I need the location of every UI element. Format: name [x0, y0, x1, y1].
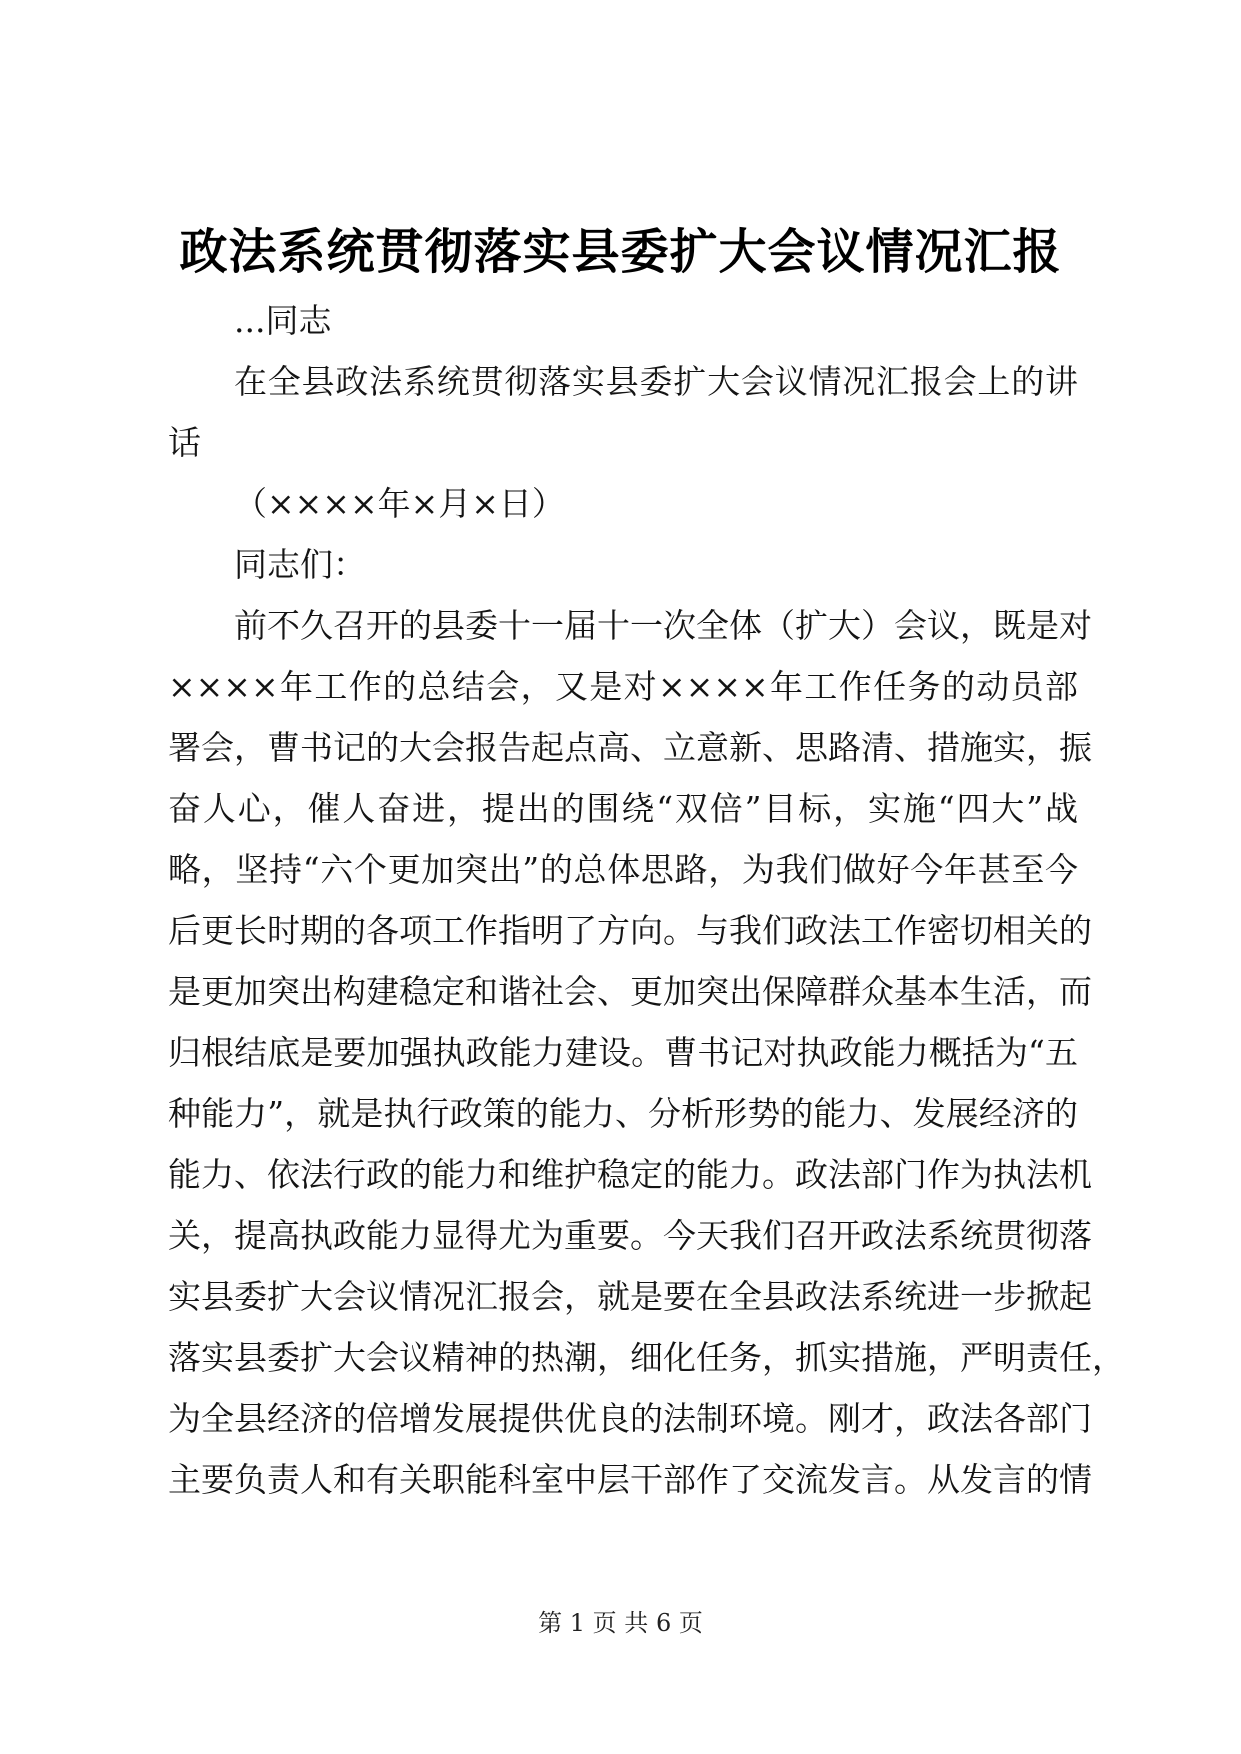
paragraph-line: 署会，曹书记的大会报告起点高、立意新、思路清、措施实，振: [168, 728, 1092, 767]
paragraph-line: 是更加突出构建稳定和谐社会、更加突出保障群众基本生活，而: [168, 972, 1092, 1011]
paragraph-line: 前不久召开的县委十一届十一次全体（扩大）会议，既是对: [234, 606, 1092, 645]
salutation-line: ...同志: [234, 301, 332, 340]
paragraph-line: 后更长时期的各项工作指明了方向。与我们政法工作密切相关的: [168, 911, 1092, 950]
paragraph-line: 种能力”，就是执行政策的能力、分析形势的能力、发展经济的: [168, 1094, 1078, 1133]
page-number-footer: 第 1 页 共 6 页: [538, 1609, 703, 1637]
date-line: （××××年×月×日）: [234, 484, 565, 523]
paragraph-line: 关，提高执政能力显得尤为重要。今天我们召开政法系统贯彻落: [168, 1216, 1092, 1255]
paragraph-line: 归根结底是要加强执政能力建设。曹书记对执政能力概括为“五: [168, 1033, 1078, 1072]
paragraph-line: 主要负责人和有关职能科室中层干部作了交流发言。从发言的情: [168, 1460, 1092, 1499]
greeting-line: 同志们：: [234, 545, 366, 584]
speech-heading-continuation: 话: [168, 423, 201, 462]
paragraph-line: 奋人心，催人奋进，提出的围绕“双倍”目标，实施“四大”战: [168, 789, 1078, 828]
paragraph-line: ××××年工作的总结会，又是对××××年工作任务的动员部: [168, 667, 1078, 706]
paragraph-line: 为全县经济的倍增发展提供优良的法制环境。刚才，政法各部门: [168, 1399, 1092, 1438]
paragraph-line: 实县委扩大会议情况汇报会，就是要在全县政法系统进一步掀起: [168, 1277, 1092, 1316]
paragraph-line: 能力、依法行政的能力和维护稳定的能力。政法部门作为执法机: [168, 1155, 1092, 1194]
paragraph-line: 落实县委扩大会议精神的热潮，细化任务，抓实措施，严明责任，: [168, 1338, 1125, 1377]
speech-heading-line: 在全县政法系统贯彻落实县委扩大会议情况汇报会上的讲: [234, 362, 1078, 401]
document-body: [168, 290, 1125, 1510]
paragraph-line: 略，坚持“六个更加突出”的总体思路，为我们做好今年甚至今: [168, 850, 1078, 889]
document-title: 政法系统贯彻落实县委扩大会议情况汇报: [179, 224, 1062, 280]
